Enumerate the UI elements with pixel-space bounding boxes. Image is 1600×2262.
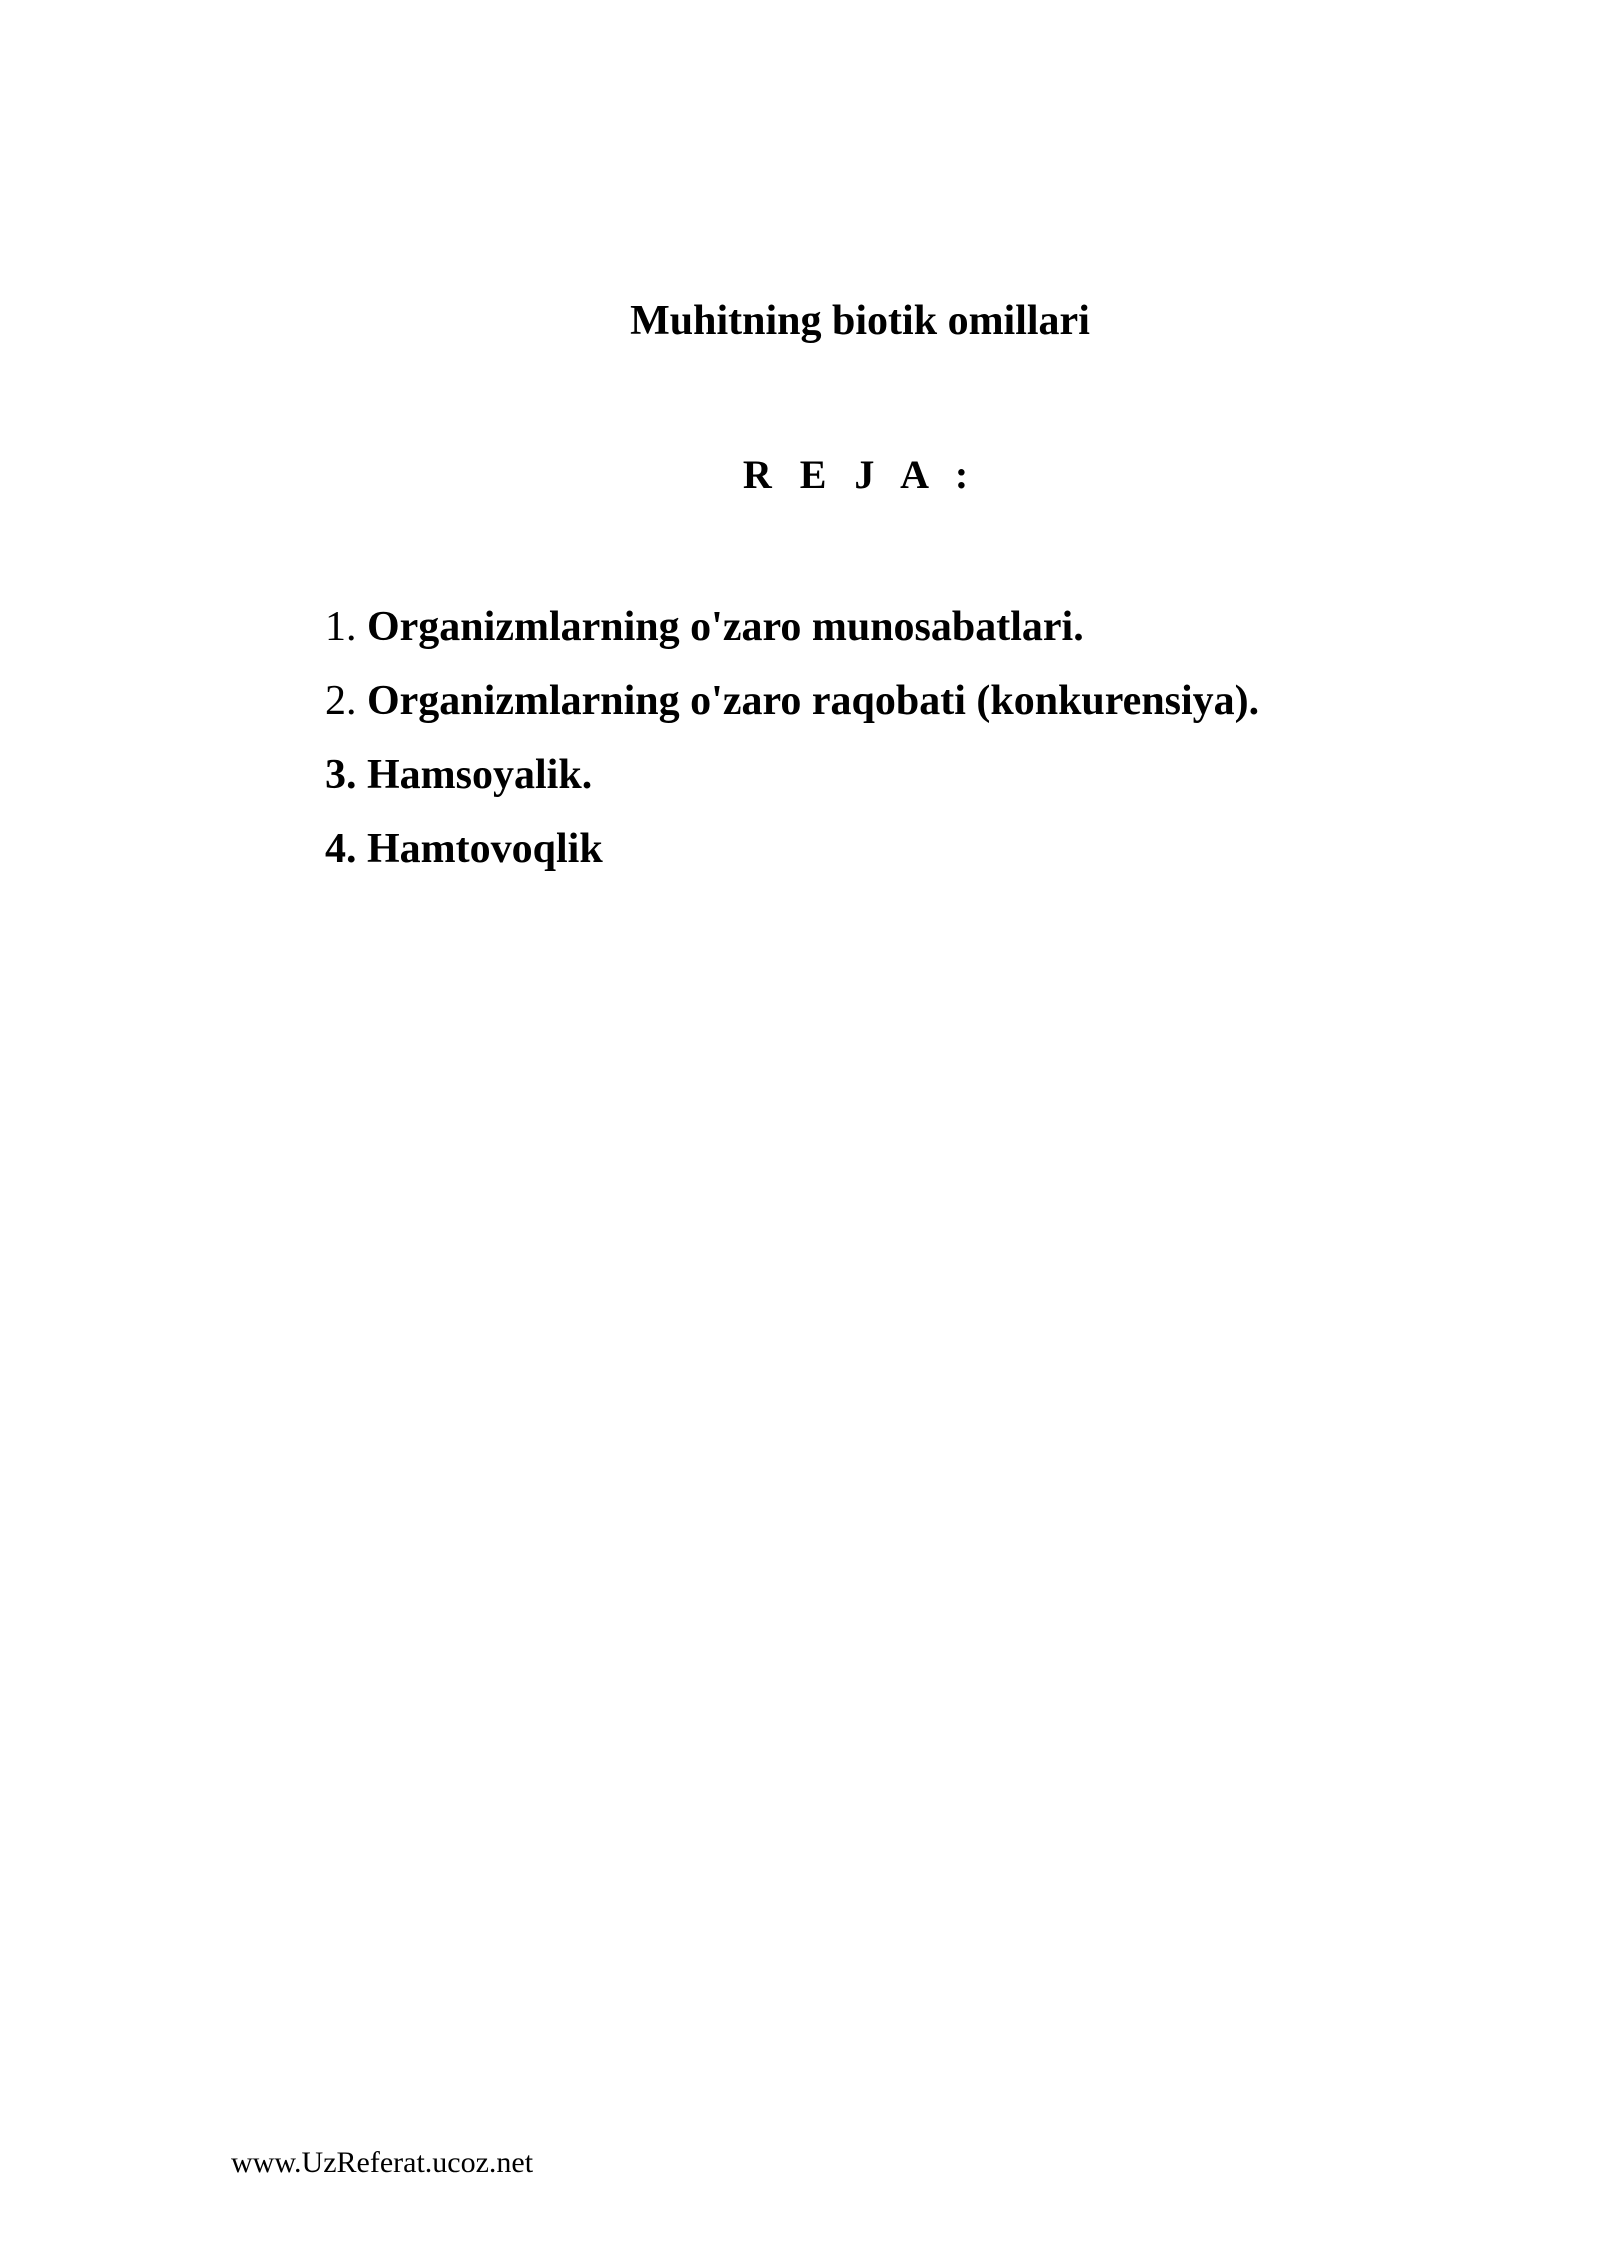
plan-item-1 [325, 600, 1259, 674]
plan-item-number: 3. [325, 752, 357, 798]
plan-heading: R E J A : [742, 452, 978, 497]
plan-list [325, 600, 1259, 896]
plan-item-text: Hamtovoqlik [367, 826, 603, 872]
plan-item-2 [325, 674, 1259, 748]
plan-item-4 [325, 822, 1259, 896]
plan-item-3 [325, 748, 1259, 822]
document-title: Muhitning biotik omillari [630, 298, 1090, 344]
footer-website: www.UzReferat.ucoz.net [231, 2146, 534, 2179]
plan-item-number: 4. [325, 826, 357, 872]
plan-item-text: Organizmlarning o'zaro raqobati (konkurensiya). [367, 678, 1260, 724]
plan-item-text: Organizmlarning o'zaro munosabatlari. [367, 604, 1084, 650]
plan-item-text: Hamsoyalik. [367, 752, 593, 798]
plan-item-number: 2. [325, 678, 357, 724]
plan-item-number: 1. [325, 604, 357, 650]
